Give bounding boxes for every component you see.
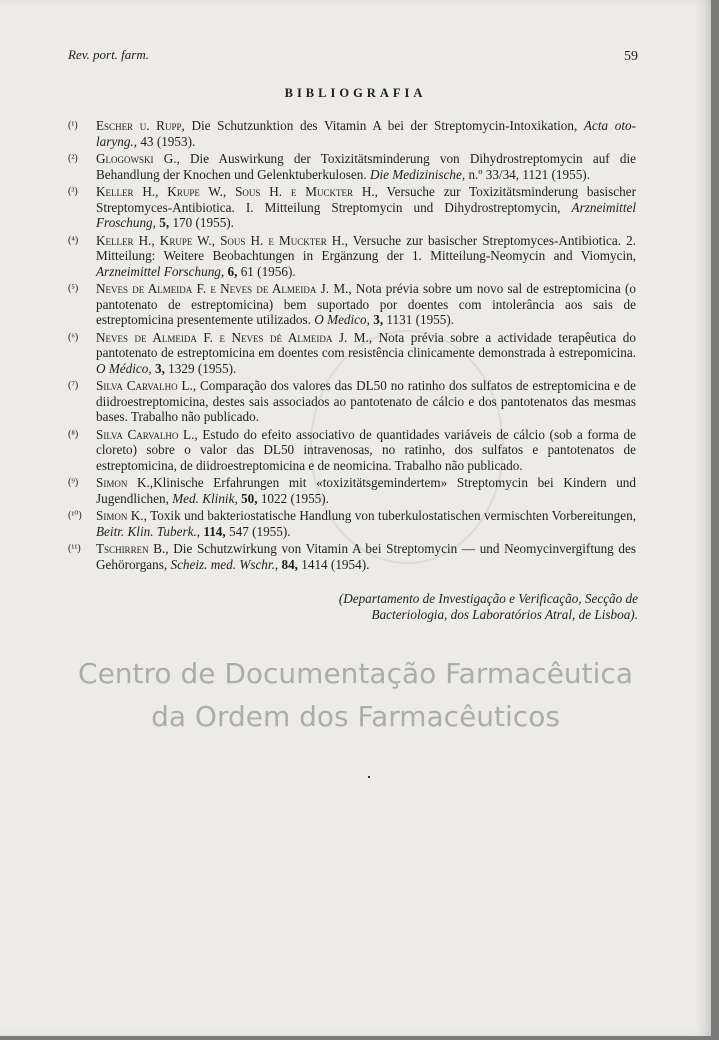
reference-number: (³) <box>68 186 78 197</box>
reference-number: (⁵) <box>68 283 79 294</box>
reference-journal: O Médico, <box>96 360 152 376</box>
watermark-line: Centro de Documentação Farmacêutica <box>78 657 633 690</box>
reference-author: Escher u. Rupp, <box>96 118 185 133</box>
reference-author: Simon K., <box>96 508 147 523</box>
ink-dot <box>368 776 370 778</box>
reference-author: Tschirren B., <box>96 541 169 556</box>
reference-text: Versuche zur Toxizitätsminderung basischer Streptomyces-Antibiotica. I. Mitteilung Streptomycin und Dihydrostreptomycin, <box>96 184 636 215</box>
reference-author: Neves de Almeida F. e Neves de Almeida J. M., <box>96 281 352 296</box>
reference-author: Silva Carvalho L., <box>96 378 197 393</box>
reference-pages: n.º 33/34, 1121 (1955). <box>465 166 590 182</box>
reference-item <box>68 330 636 377</box>
reference-list <box>68 118 636 574</box>
reference-journal: Acta oto-laryng., <box>96 118 636 149</box>
reference-text: Toxik und bakteriostatische Handlung von tuberkulostatischen vermischten Vorbereitungen, <box>146 508 636 523</box>
reference-text: Nota prévia sobre um novo sal de estreptomicina (o pantotenato de estreptomicina) bem suportado por doentes com intolerância aos sais de estreptomicina presentemente utilizados. <box>96 281 636 327</box>
section-title: BIBLIOGRAFIA <box>284 86 427 100</box>
reference-text: Nota prévia sobre a actividade terapêutica do pantotenato de estreptomicina em doentes com resistência clinicamente demonstrada à estrepomicina. <box>96 329 636 360</box>
reference-item <box>68 508 636 539</box>
reference-volume: 84, <box>278 556 298 572</box>
reference-author: Neves de Almeida F. e Neves dé Almeida J. M., <box>96 329 373 345</box>
reference-pages: 1329 (1955). <box>164 360 237 376</box>
reference-number: (⁹) <box>68 477 79 488</box>
reference-author: Simon K., <box>96 475 154 490</box>
reference-item <box>68 281 636 328</box>
affiliation-line: (Departamento de Investigação e Verificação, Secção de <box>338 591 638 606</box>
reference-number: (¹) <box>68 120 78 131</box>
reference-pages: 170 (1955). <box>169 215 234 230</box>
reference-number: (¹¹) <box>68 543 81 554</box>
reference-item <box>68 118 636 149</box>
reference-journal: Scheiz. med. Wschr., <box>170 556 279 572</box>
reference-volume: 50, <box>237 490 258 506</box>
reference-number: (⁶) <box>68 331 79 343</box>
reference-volume: 3, <box>151 360 165 376</box>
reference-pages: 43 (1953). <box>137 133 196 149</box>
page-number: 59 <box>624 49 638 64</box>
reference-pages: 1022 (1955). <box>257 490 329 506</box>
reference-journal: Beitr. Klin. Tuberk., <box>96 523 201 539</box>
reference-text: Klinische Erfahrungen mit «toxizitätsgemindertem» Streptomycin bei Kindern und Jugendlichen, <box>96 475 636 506</box>
reference-journal: Arzneimittel Froschung, <box>96 199 636 230</box>
reference-item <box>68 541 636 572</box>
reference-item <box>68 475 636 506</box>
reference-number: (²) <box>68 153 78 164</box>
reference-journal: O Medico, <box>314 312 370 327</box>
reference-item <box>68 151 636 182</box>
reference-text: Estudo do efeito associativo de quantidades variáveis de cálcio (sob a forma de cloreto) sobre o valor das DL50 intravenosas, no ratinho, dos sulfatos e pantotenatos de estreptomicina, de diidroestreptomicina e de neomicina. Trabalho não publicado. <box>96 426 636 473</box>
reference-author: Glogowski G., <box>96 151 180 166</box>
watermark-line: da Ordem dos Farmacêuticos <box>151 700 560 733</box>
reference-number: (⁸) <box>68 428 79 440</box>
reference-number: (¹⁰) <box>68 510 82 521</box>
affiliation <box>236 591 638 622</box>
reference-author: Keller H., Krupe W., Sous H. e Muckter H., <box>96 184 378 199</box>
reference-volume: 3, <box>369 312 384 327</box>
reference-volume: 114, <box>200 523 226 539</box>
reference-text: Versuche zur basischer Streptomyces-Antibiotica. 2. Mitteilung: Weitere Beobachtungen in Ergänzung der 1. Mitteilung-Neomycin and Viomycin, <box>96 232 636 263</box>
reference-volume: 5, <box>155 215 170 230</box>
reference-journal: Die Medizinische, <box>369 166 466 182</box>
reference-author: Keller H., Krupe W., Sous H. e Muckter H., <box>96 232 348 248</box>
affiliation-line: Bacteriologia, dos Laboratórios Atral, de Lisboa). <box>371 606 638 622</box>
reference-number: (⁷) <box>68 380 79 391</box>
reference-text: Die Auswirkung der Toxizitätsminderung von Dihydrostreptomycin auf die Behandlung der Knochen und Gelenktuberkulosen. <box>96 151 636 182</box>
reference-journal: Med. Klinik, <box>172 490 238 506</box>
reference-item <box>68 378 636 425</box>
reference-pages: 1131 (1955). <box>383 312 455 327</box>
reference-text: Die Schutzwirkung von Vitamin A bei Streptomycin — und Neomycinvergiftung des Gehörorgans, <box>96 541 636 572</box>
reference-number: (⁴) <box>68 234 79 246</box>
reference-journal: Arzneimittel Forschung, <box>96 263 225 279</box>
reference-author: Silva Carvalho L., <box>96 426 198 442</box>
reference-item <box>68 184 636 231</box>
reference-pages: 61 (1956). <box>237 263 296 279</box>
reference-pages: 1414 (1954). <box>297 556 370 572</box>
running-header-journal: Rev. port. farm. <box>68 47 149 62</box>
reference-pages: 547 (1955). <box>225 523 291 539</box>
reference-volume: 6, <box>224 263 238 279</box>
reference-text: Die Schutzunktion des Vitamin A bei der Streptomycin-Intoxikation, <box>184 118 584 133</box>
reference-text: Comparação dos valores das DL50 no ratinho dos sulfatos de estreptomicina e de diidroestreptomicina, destes sais associados ao pantotenato de cálcio e dos pantotenatos das mesmas bases. Trabalho não publicado. <box>96 378 637 424</box>
reference-item <box>68 427 636 474</box>
reference-item <box>68 233 636 280</box>
